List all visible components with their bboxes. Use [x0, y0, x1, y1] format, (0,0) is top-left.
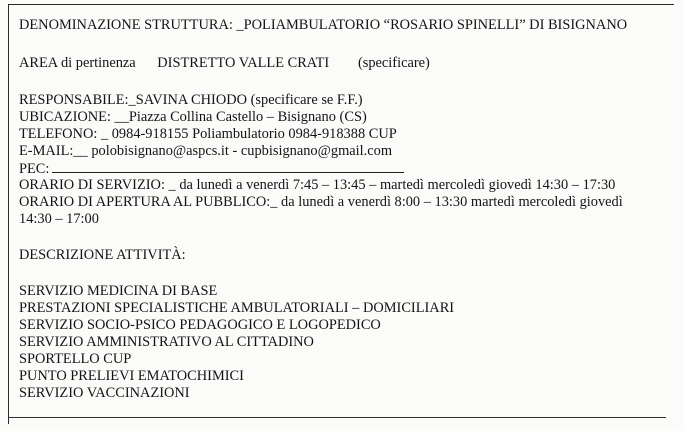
pec-label: PEC: — [19, 161, 50, 177]
responsabile: RESPONSABILE:_SAVINA CHIODO (specificare se F.F.) — [19, 92, 363, 108]
frame-bottom-border — [8, 417, 666, 418]
descrizione-attivita-heading: DESCRIZIONE ATTIVITÀ: — [19, 247, 186, 263]
frame-left-border — [8, 4, 9, 424]
attivita-item: PRESTAZIONI SPECIALISTICHE AMBULATORIALI – DOMICILIARI — [19, 300, 455, 316]
area-pertinenza: AREA di pertinenza DISTRETTO VALLE CRATI (specificare) — [19, 55, 430, 71]
attivita-item: SERVIZIO VACCINAZIONI — [19, 385, 190, 401]
orario-apertura-line-2: 14:30 – 17:00 — [19, 211, 99, 227]
orario-apertura-line-1: ORARIO DI APERTURA AL PUBBLICO:_ da lunedì a venerdì 8:00 – 13:30 martedì mercoledì giovedì — [19, 194, 623, 210]
attivita-item: PUNTO PRELIEVI EMATOCHIMICI — [19, 368, 244, 384]
attivita-item: SERVIZIO MEDICINA DI BASE — [19, 283, 218, 299]
pec-blank-line — [52, 160, 404, 173]
telefono: TELEFONO: _ 0984-918155 Poliambulatorio 0984-918388 CUP — [19, 126, 397, 142]
attivita-item: SPORTELLO CUP — [19, 351, 132, 367]
email: E-MAIL:__ polobisignano@aspcs.it - cupbisignano@gmail.com — [19, 143, 393, 159]
attivita-item: SERVIZIO SOCIO-PSICO PEDAGOGICO E LOGOPEDICO — [19, 317, 381, 333]
denominazione-struttura: DENOMINAZIONE STRUTTURA: _POLIAMBULATORIO “ROSARIO SPINELLI” DI BISIGNANO — [19, 17, 628, 33]
frame-top-border — [8, 4, 674, 5]
ubicazione: UBICAZIONE: __Piazza Collina Castello – Bisignano (CS) — [19, 109, 367, 125]
orario-servizio: ORARIO DI SERVIZIO: _ da lunedì a venerdì 7:45 – 13:45 – martedì mercoledì giovedì 14:30 – 17:30 — [19, 177, 616, 193]
attivita-item: SERVIZIO AMMINISTRATIVO AL CITTADINO — [19, 334, 314, 350]
pec-row — [19, 160, 404, 178]
